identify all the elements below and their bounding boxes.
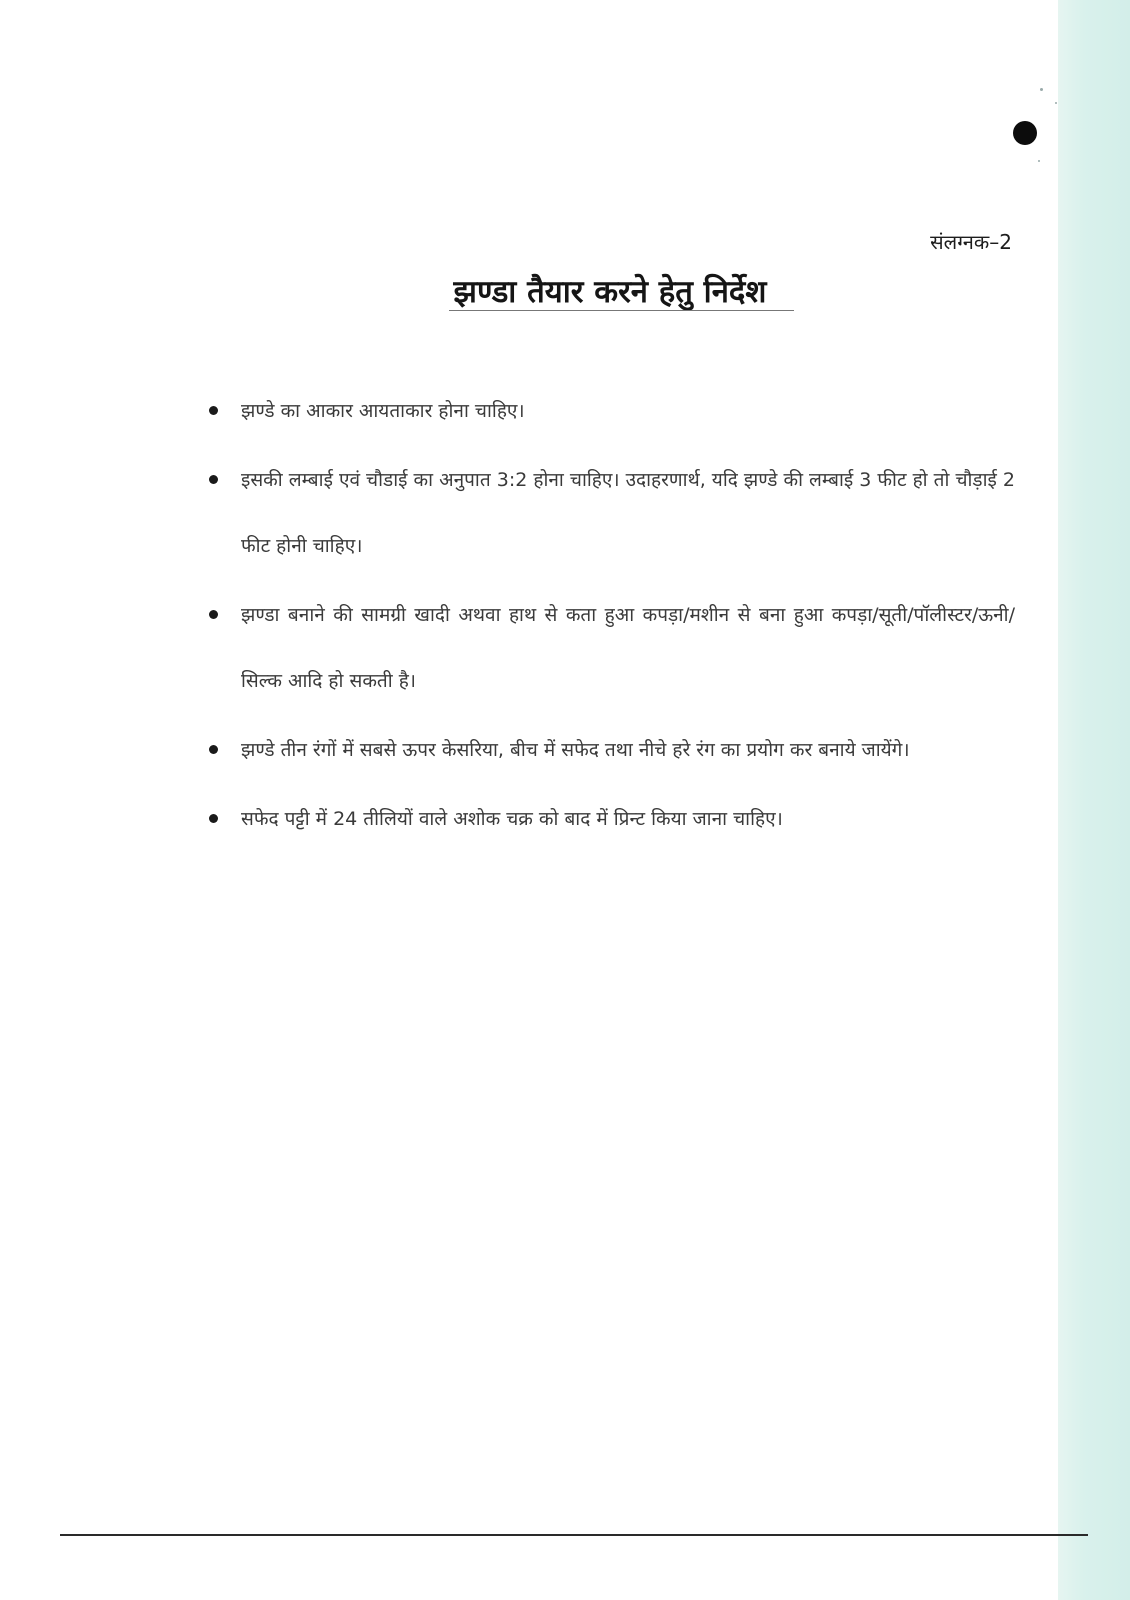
instruction-list [205, 378, 1015, 855]
scanned-page-edge [1058, 0, 1130, 1600]
instruction-item [205, 786, 1015, 852]
footer-rule [60, 1534, 1088, 1536]
bullet-icon [209, 745, 218, 754]
scan-speck [1038, 160, 1040, 162]
instruction-item [205, 717, 1015, 783]
page-title: झण्डा तैयार करने हेतु निर्देश [453, 274, 767, 310]
instruction-text: सफेद पट्टी में 24 तीलियों वाले अशोक चक्र को बाद में प्रिन्ट किया जाना चाहिए। [241, 808, 783, 830]
instruction-item [205, 378, 1015, 444]
bullet-icon [209, 814, 218, 823]
instruction-text: झण्डा बनाने की सामग्री खादी अथवा हाथ से कता हुआ कपड़ा/मशीन से बना हुआ कपड़ा/सूती/पॉलीस्टर/ऊनी/सिल्क आदि हो सकती है। [241, 604, 1015, 692]
instruction-text: झण्डे तीन रंगों में सबसे ऊपर केसरिया, बीच में सफेद तथा नीचे हरे रंग का प्रयोग कर बनाये जायेंगे। [241, 739, 910, 761]
instruction-item [205, 447, 1015, 579]
instruction-item [205, 582, 1015, 714]
instruction-text: इसकी लम्बाई एवं चौडाई का अनुपात 3:2 होना चाहिए। उदाहरणार्थ, यदि झण्डे की लम्बाई 3 फीट हो तो चौड़ाई 2 फीट होनी चाहिए। [241, 469, 1015, 557]
punch-hole [1013, 121, 1037, 145]
instruction-text: झण्डे का आकार आयताकार होना चाहिए। [241, 400, 525, 422]
annex-label: संलग्नक–2 [930, 230, 1012, 254]
scan-speck [1040, 88, 1043, 91]
bullet-icon [209, 610, 218, 619]
bullet-icon [209, 406, 218, 415]
title-underline [449, 310, 794, 311]
scan-speck [1055, 102, 1057, 104]
bullet-icon [209, 475, 218, 484]
